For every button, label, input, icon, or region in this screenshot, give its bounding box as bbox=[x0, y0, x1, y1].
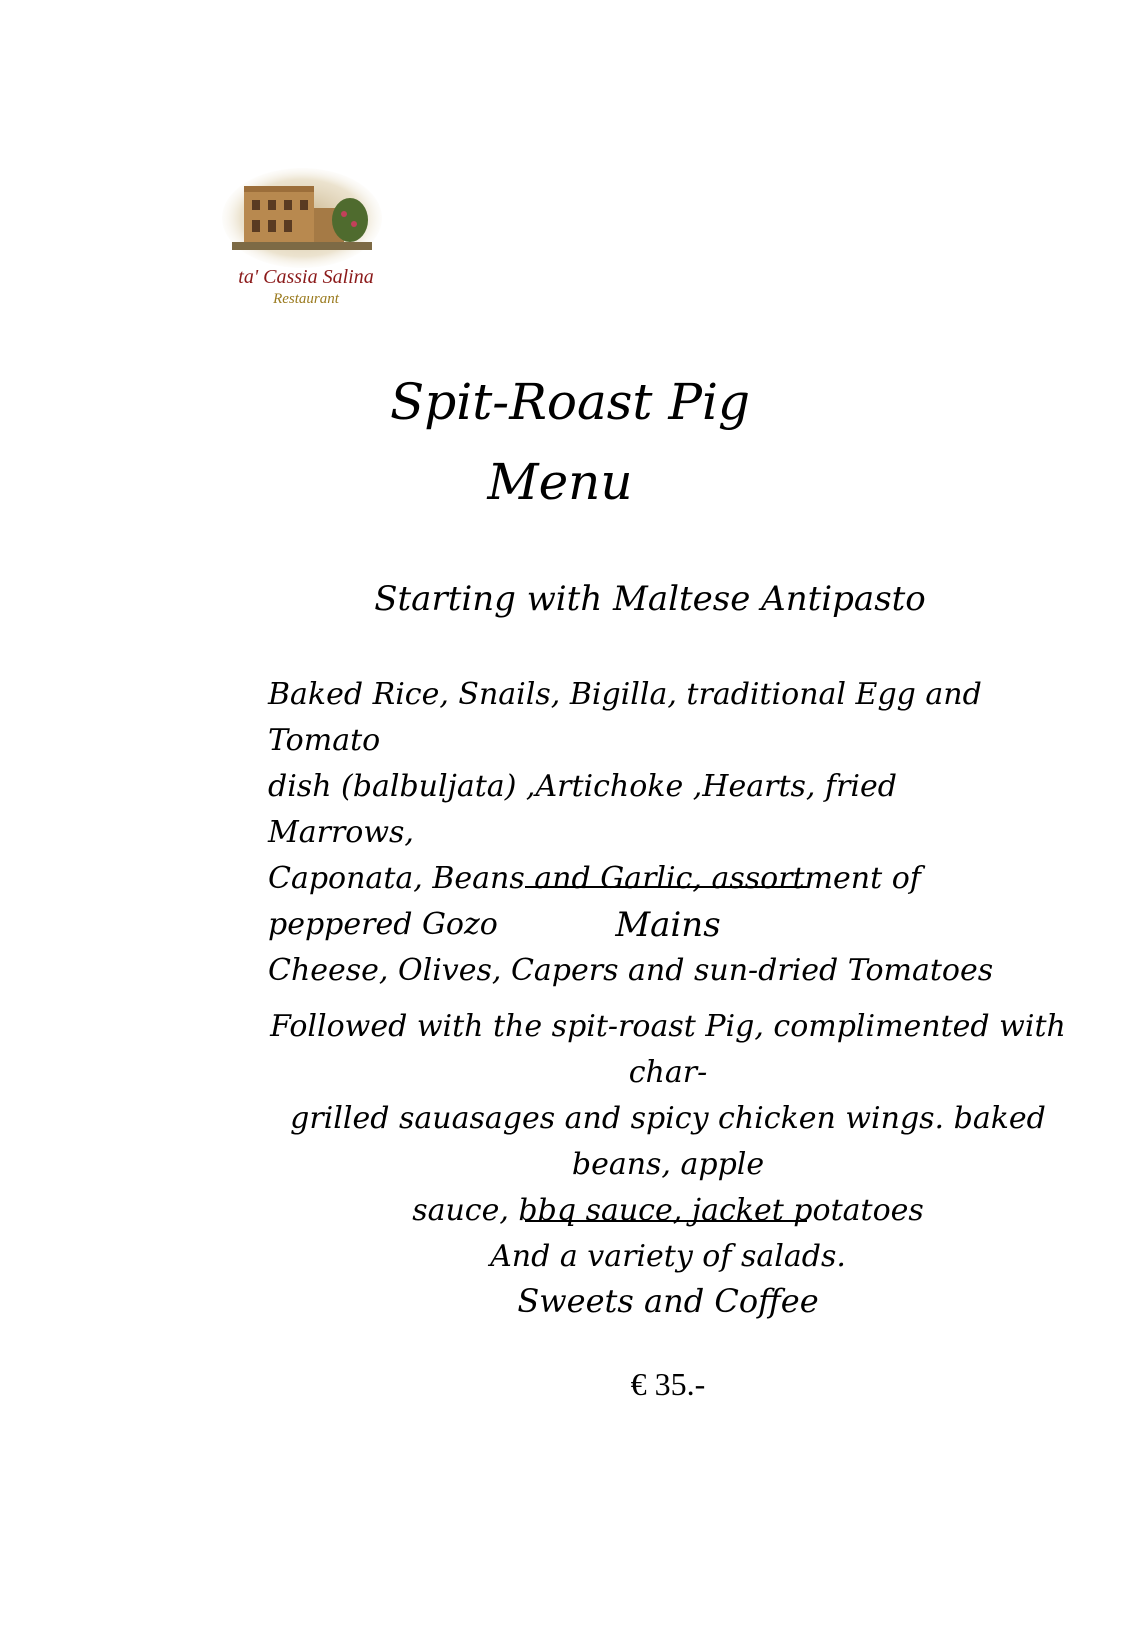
restaurant-building-image bbox=[222, 168, 382, 268]
starter-line: dish (balbuljata) ,Artichoke ,Hearts, fried Marrows, bbox=[268, 769, 897, 850]
menu-title-line-1: Spit-Roast Pig bbox=[389, 373, 751, 431]
menu-price: € 35.- bbox=[630, 1366, 706, 1402]
starter-line: Cheese, Olives, Capers and sun-dried Tomatoes bbox=[268, 953, 994, 988]
restaurant-logo bbox=[222, 168, 382, 308]
mains-heading: Mains bbox=[615, 905, 721, 945]
mains-line: sauce, bbq sauce, jacket potatoes bbox=[412, 1193, 924, 1228]
mains-line: grilled sauasages and spicy chicken wings. baked beans, apple bbox=[290, 1101, 1046, 1182]
mains-description bbox=[258, 1004, 1078, 1280]
mains-line: And a variety of salads. bbox=[490, 1239, 846, 1274]
section-divider bbox=[525, 1220, 807, 1222]
logo-subtitle: Restaurant bbox=[273, 291, 339, 307]
dessert-line: Sweets and Coffee bbox=[517, 1282, 819, 1320]
mains-line: Followed with the spit-roast Pig, complimented with char- bbox=[270, 1009, 1066, 1090]
starter-heading: Starting with Maltese Antipasto bbox=[374, 579, 926, 619]
starter-line: Baked Rice, Snails, Bigilla, traditional Egg and Tomato bbox=[268, 677, 982, 758]
logo-restaurant-name: ta' Cassia Salina bbox=[238, 266, 374, 288]
starter-line: Caponata, Beans and Garlic, assortment of peppered Gozo bbox=[268, 861, 921, 942]
menu-title-line-2: Menu bbox=[487, 453, 633, 511]
section-divider bbox=[525, 886, 807, 888]
